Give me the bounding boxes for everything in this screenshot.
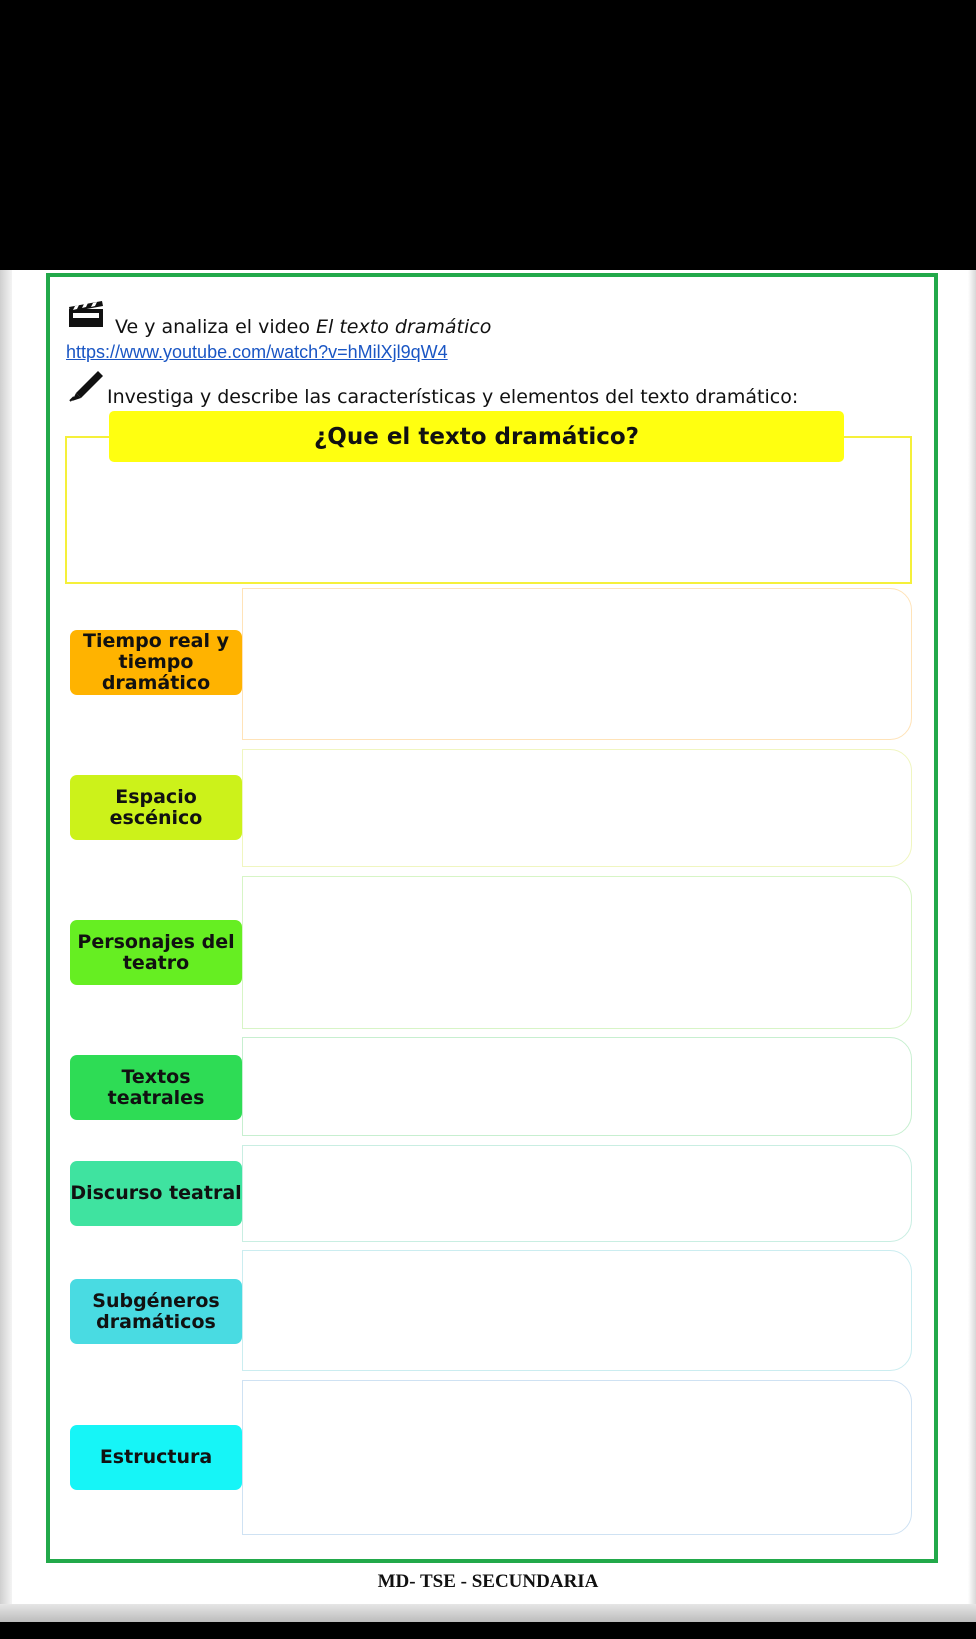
answer-box-textos[interactable] — [242, 1037, 912, 1136]
label-tiempo: Tiempo real y tiempo dramático — [70, 630, 242, 695]
pencil-icon — [68, 366, 106, 402]
answer-box-estructura[interactable] — [242, 1380, 912, 1535]
page-left-edge — [0, 270, 12, 1620]
label-textos: Textos teatrales — [70, 1055, 242, 1120]
question-title: ¿Que el texto dramático? — [109, 411, 844, 462]
video-link[interactable]: https://www.youtube.com/watch?v=hMilXjl9qW4 — [66, 342, 448, 362]
video-title: El texto dramático — [316, 316, 492, 338]
answer-box-personajes[interactable] — [242, 876, 912, 1029]
answer-box-subgeneros[interactable] — [242, 1250, 912, 1371]
answer-box-espacio[interactable] — [242, 749, 912, 867]
label-subgeneros: Subgéneros dramáticos — [70, 1279, 242, 1344]
footer-label: MD- TSE - SECUNDARIA — [377, 1571, 599, 1592]
label-estructura: Estructura — [70, 1425, 242, 1490]
label-espacio: Espacio escénico — [70, 775, 242, 840]
clapperboard-icon — [68, 298, 106, 328]
video-instruction-prefix: Ve y analiza el video — [115, 316, 317, 338]
page-right-edge — [968, 270, 976, 1620]
video-instruction — [115, 316, 491, 338]
answer-box-tiempo[interactable] — [242, 588, 912, 740]
page-bottom-edge — [0, 1604, 976, 1622]
research-instruction: Investiga y describe las características y elementos del texto dramático: — [107, 386, 799, 408]
label-discurso: Discurso teatral — [70, 1161, 242, 1226]
label-personajes: Personajes del teatro — [70, 920, 242, 985]
answer-box-discurso[interactable] — [242, 1145, 912, 1242]
